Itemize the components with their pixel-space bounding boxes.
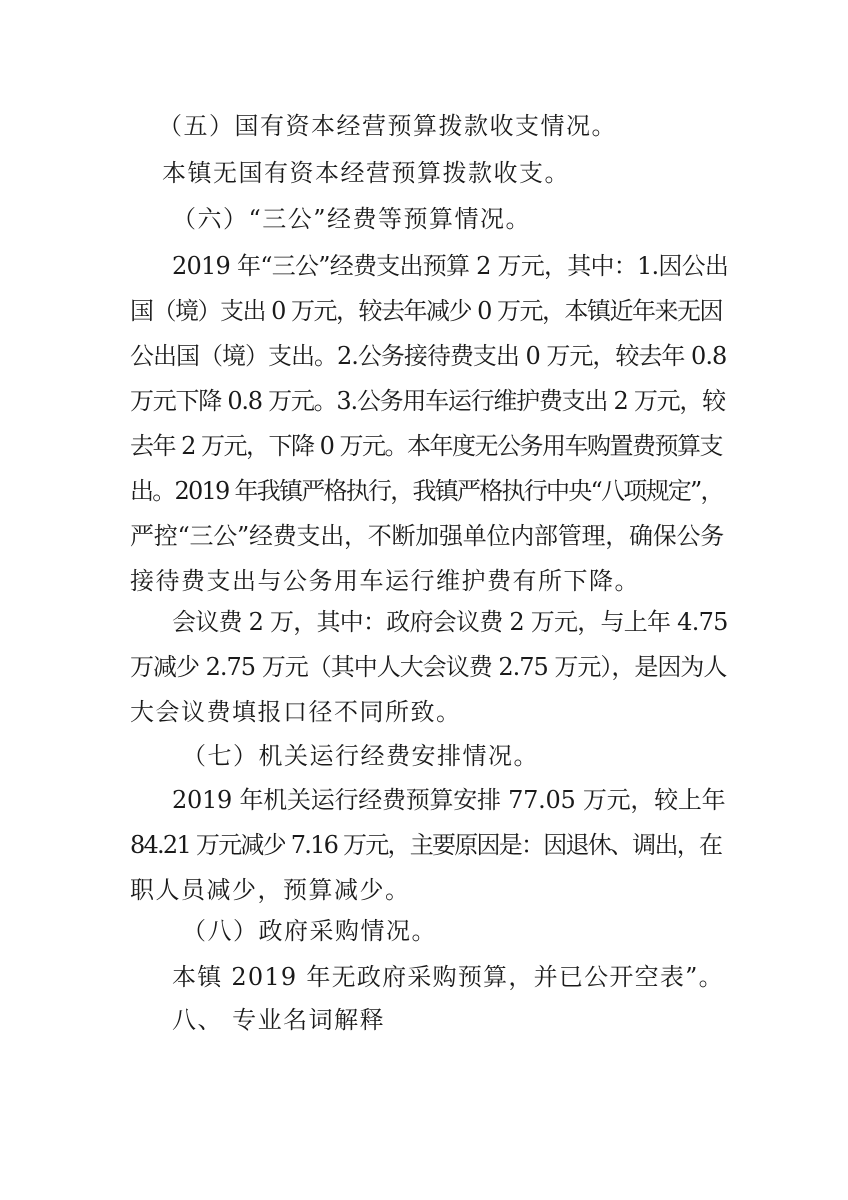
para-three-public-line: 公出国（境）支出。2.公务接待费支出 0 万元，较去年 0.8 <box>130 342 727 370</box>
para-three-public-line: 出。2019 年我镇严格执行，我镇严格执行中央“八项规定”， <box>130 477 723 505</box>
para-operating-line: 84.21 万元减少 7.16 万元，主要原因是：因退休、调出，在 <box>130 831 722 859</box>
para-state-capital: 本镇无国有资本经营预算拨款收支。 <box>162 159 570 187</box>
para-procurement: 本镇 2019 年无政府采购预算，并已公开空表”。 <box>172 963 724 991</box>
para-three-public-line: 接待费支出与公务用车运行维护费有所下降。 <box>130 567 640 595</box>
para-three-public-line: 国（境）支出 0 万元，较去年减少 0 万元，本镇近年来无因 <box>130 297 723 325</box>
heading-three-public: （六）“三公”经费等预算情况。 <box>172 205 532 233</box>
para-operating-line: 职人员减少，预算减少。 <box>130 876 411 904</box>
para-meeting-line: 大会议费填报口径不同所致。 <box>130 698 462 726</box>
para-three-public-line: 2019 年“三公”经费支出预算 2 万元，其中：1.因公出 <box>172 252 729 280</box>
heading-procurement: （八）政府采购情况。 <box>182 917 437 945</box>
para-meeting-line: 会议费 2 万，其中：政府会议费 2 万元，与上年 4.75 <box>172 608 728 636</box>
para-three-public-line: 去年 2 万元，下降 0 万元。本年度无公务用车购置费预算支 <box>130 432 723 460</box>
para-three-public-line: 万元下降 0.8 万元。3.公务用车运行维护费支出 2 万元，较 <box>130 387 725 415</box>
para-meeting-line: 万减少 2.75 万元（其中人大会议费 2.75 万元），是因为人 <box>130 653 727 681</box>
para-three-public-line: 严控“三公”经费支出，不断加强单位内部管理，确保公务 <box>130 522 725 550</box>
para-operating-line: 2019 年机关运行经费预算安排 77.05 万元，较上年 <box>172 786 726 814</box>
heading-operating-costs: （七）机关运行经费安排情况。 <box>182 742 539 770</box>
heading-state-capital: （五）国有资本经营预算拨款收支情况。 <box>158 112 617 140</box>
section-terms-heading: 八、 专业名词解释 <box>172 1006 386 1034</box>
